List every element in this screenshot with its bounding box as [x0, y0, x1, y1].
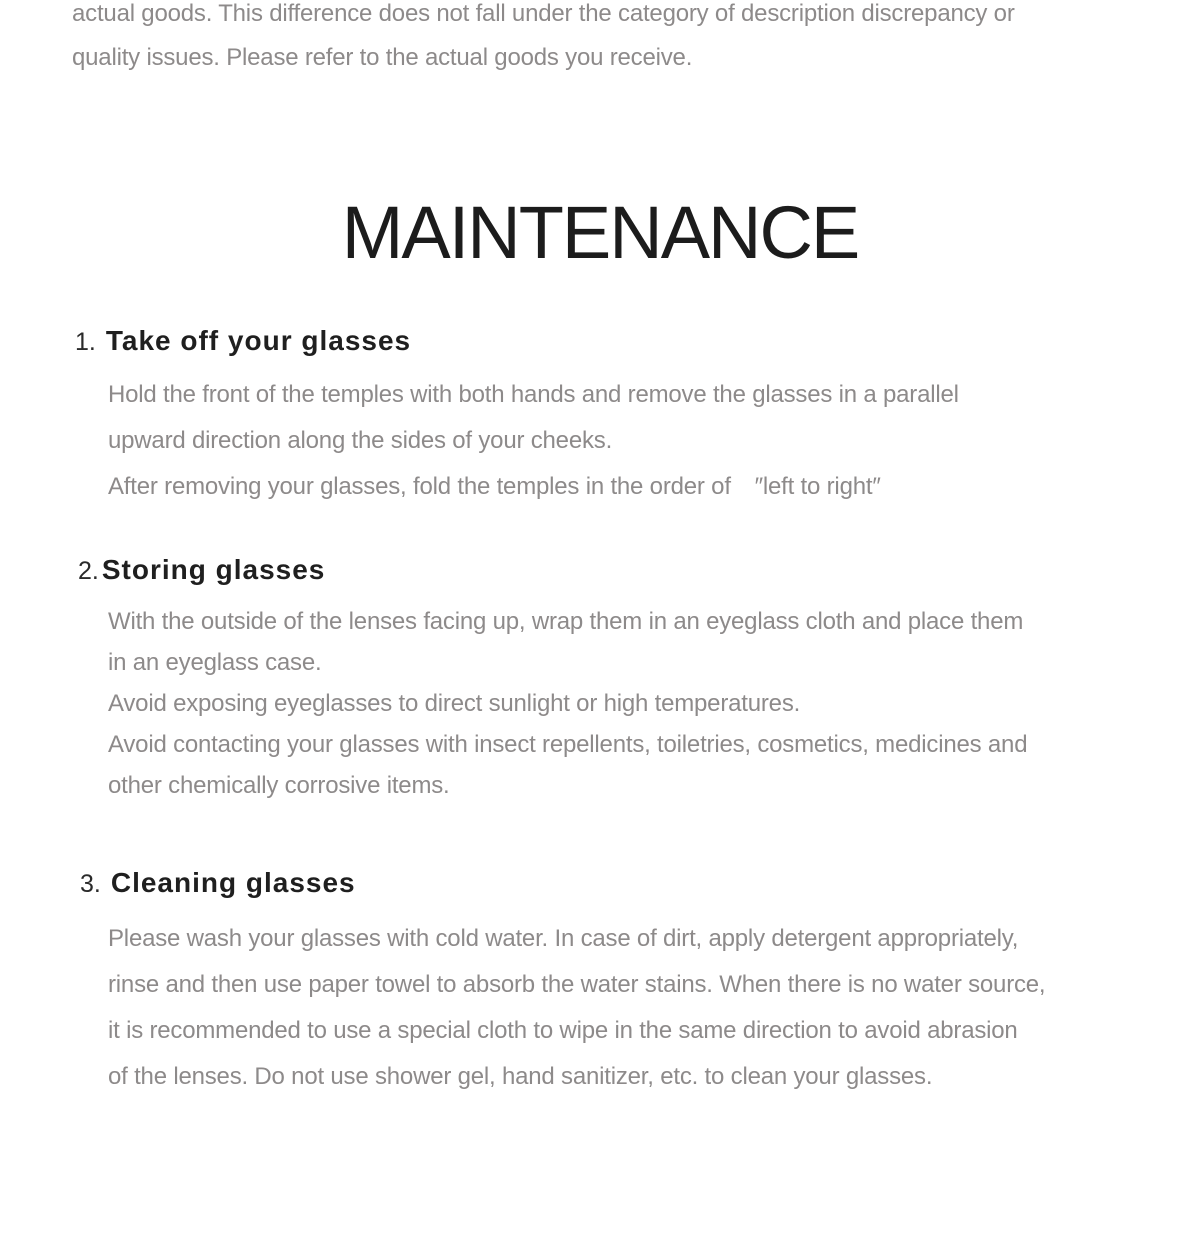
intro-paragraph — [72, 0, 1015, 80]
body-line: in an eyeglass case. — [108, 649, 322, 676]
section-1-heading — [75, 325, 411, 357]
body-line: Avoid exposing eyeglasses to direct sunlight or high temperatures. — [108, 690, 801, 717]
intro-line: quality issues. Please refer to the actual goods you receive. — [72, 44, 693, 71]
section-3-number: 3. — [80, 870, 101, 898]
section-1-body — [108, 372, 959, 510]
body-line: Hold the front of the temples with both hands and remove the glasses in a parallel — [108, 381, 959, 408]
section-3-heading — [80, 867, 356, 899]
body-line: it is recommended to use a special cloth to wipe in the same direction to avoid abrasion — [108, 1017, 1018, 1044]
body-line: Please wash your glasses with cold water. In case of dirt, apply detergent appropriately, — [108, 925, 1019, 952]
body-line: other chemically corrosive items. — [108, 772, 450, 799]
section-1-number: 1. — [75, 328, 96, 356]
body-line: Avoid contacting your glasses with insect repellents, toiletries, cosmetics, medicines and — [108, 731, 1028, 758]
section-1-title: Take off your glasses — [105, 325, 412, 356]
section-2-body — [108, 601, 1027, 806]
body-line: of the lenses. Do not use shower gel, hand sanitizer, etc. to clean your glasses. — [108, 1063, 933, 1090]
page-title: MAINTENANCE — [341, 191, 859, 274]
intro-line: actual goods. This difference does not fall under the category of description discrepancy or — [72, 0, 1015, 27]
section-2-heading — [78, 554, 325, 586]
body-line: upward direction along the sides of your cheeks. — [108, 427, 613, 454]
section-2-number: 2. — [78, 557, 99, 585]
section-3-body — [108, 916, 1045, 1100]
body-line: With the outside of the lenses facing up, wrap them in an eyeglass cloth and place them — [108, 608, 1024, 635]
section-2-title: Storing glasses — [101, 554, 326, 585]
section-3-title: Cleaning glasses — [110, 867, 356, 898]
body-line: After removing your glasses, fold the temples in the order of ″left to right″ — [108, 473, 881, 500]
body-line: rinse and then use paper towel to absorb the water stains. When there is no water source, — [108, 971, 1046, 998]
